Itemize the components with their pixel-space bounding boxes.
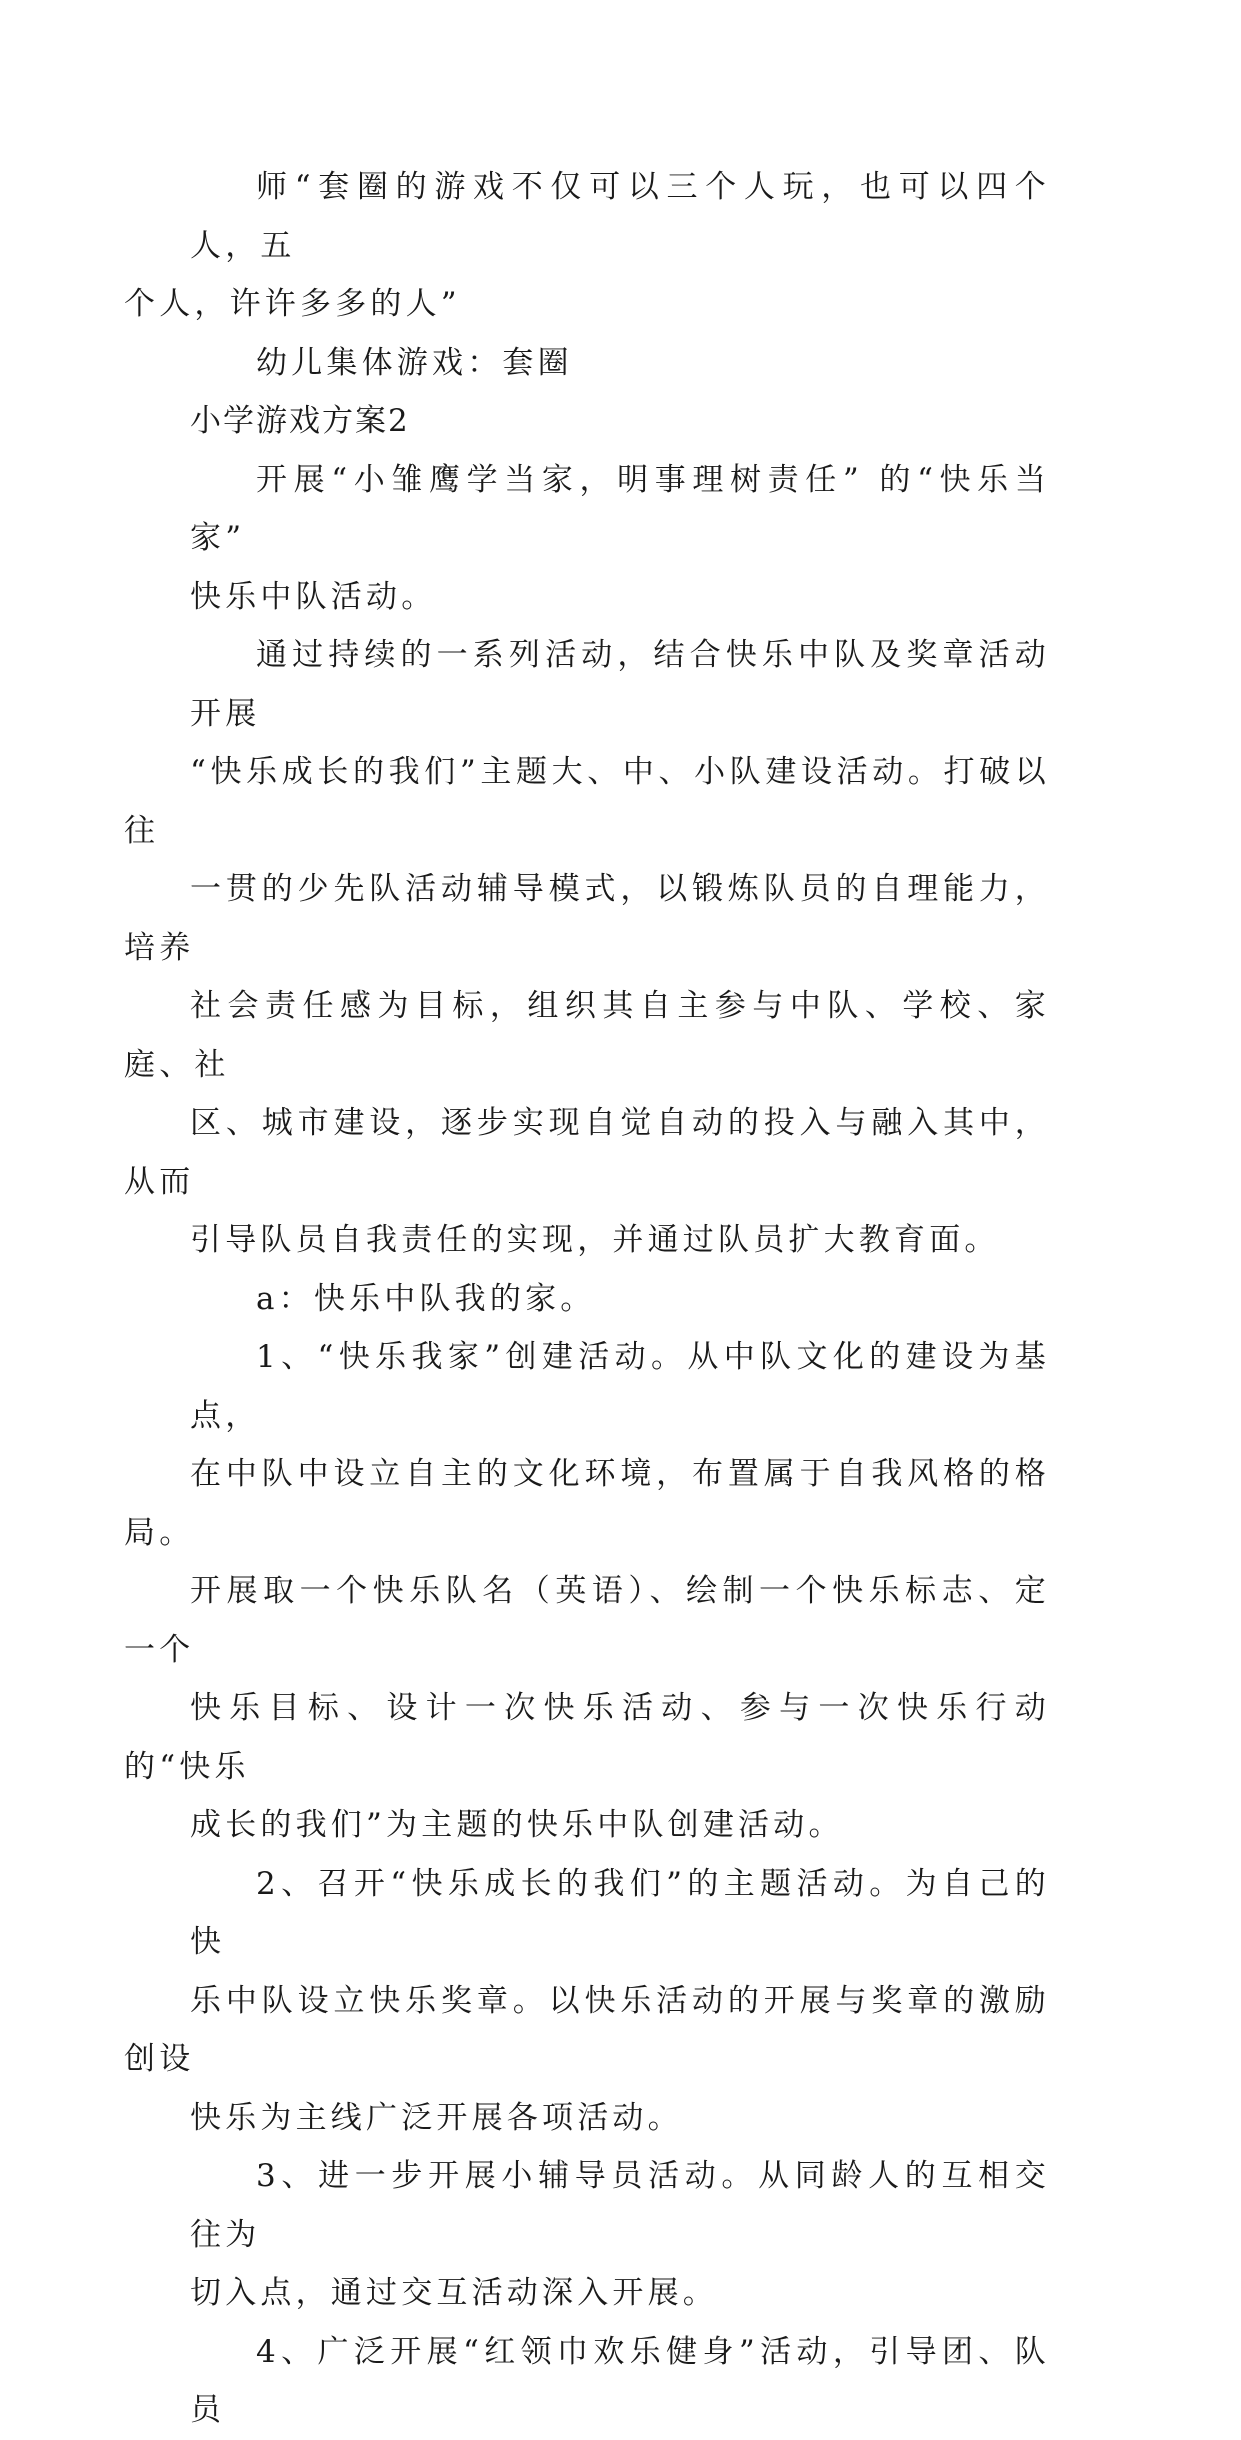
paragraph-item-1 [124, 1328, 1050, 1855]
text-line: 4、广泛开展“红领巾欢乐健身”活动，引导团、队员 [190, 2333, 1050, 2428]
text-line: 2、召开“快乐成长的我们”的主题活动。为自己的快 [190, 1865, 1050, 1960]
text-line: “快乐成长的我们”主题大、中、小队建设活动。打破以往 [124, 754, 1050, 849]
text-line: 通过持续的一系列活动，结合快乐中队及奖章活动开展 [190, 637, 1050, 732]
text-line: 成长的我们”为主题的快乐中队创建活动。 [190, 1807, 844, 1843]
text-line: 快乐目标、设计一次快乐活动、参与一次快乐行动的“快乐 [124, 1690, 1050, 1785]
text-line: 个人，许许多多的人” [124, 286, 461, 322]
text-line: 快乐中队活动。 [190, 578, 437, 615]
text-line: a：快乐中队我的家。 [256, 1280, 596, 1317]
paragraph-teacher-quote [124, 158, 1050, 334]
text-line: 开展“小雏鹰学当家，明事理树责任” 的“快乐当家” [190, 461, 1050, 556]
paragraph-group-game [190, 334, 1050, 393]
document-body [124, 158, 1050, 2440]
section-heading [190, 392, 1050, 451]
text-line: 1、“快乐我家”创建活动。从中队文化的建设为基点， [190, 1339, 1050, 1434]
text-line: 快乐为主线广泛开展各项活动。 [190, 2099, 683, 2136]
paragraph-subsection-a [190, 1270, 1050, 1329]
paragraph-activity-description [124, 626, 1050, 1270]
heading-text: 小学游戏方案2 [190, 403, 410, 439]
paragraph-item-3 [190, 2147, 1050, 2323]
text-line: 社会责任感为目标，组织其自主参与中队、学校、家庭、社 [124, 988, 1050, 1083]
paragraph-item-2 [124, 1855, 1050, 2148]
paragraph-activity-intro [190, 451, 1050, 627]
text-line: 在中队中设立自主的文化环境，布置属于自我风格的格局。 [124, 1456, 1050, 1551]
paragraph-item-4 [190, 2323, 1050, 2440]
text-line: 3、进一步开展小辅导员活动。从同龄人的互相交往为 [190, 2158, 1050, 2253]
text-line: 一贯的少先队活动辅导模式，以锻炼队员的自理能力，培养 [124, 871, 1050, 966]
text-line: 区、城市建设，逐步实现自觉自动的投入与融入其中，从而 [124, 1105, 1050, 1200]
text-line: 切入点，通过交互活动深入开展。 [190, 2275, 718, 2311]
text-line: 引导队员自我责任的实现，并通过队员扩大教育面。 [190, 1222, 1000, 1258]
text-line: 乐中队设立快乐奖章。以快乐活动的开展与奖章的激励创设 [124, 1982, 1050, 2077]
text-line: 师“套圈的游戏不仅可以三个人玩，也可以四个人，五 [190, 169, 1050, 264]
text-line: 幼儿集体游戏：套圈 [256, 344, 573, 381]
text-line: 开展取一个快乐队名（英语）、绘制一个快乐标志、定一个 [124, 1573, 1050, 1668]
